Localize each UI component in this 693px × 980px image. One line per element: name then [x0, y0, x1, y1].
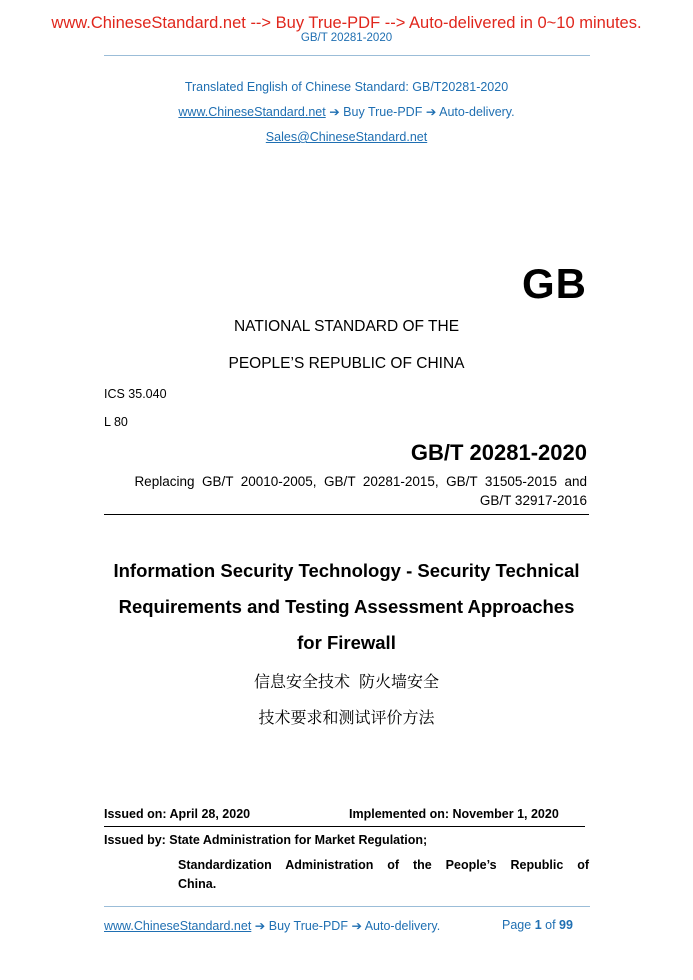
intro-site-link[interactable]: www.ChineseStandard.net [178, 105, 326, 119]
national-line-1: NATIONAL STANDARD OF THE [233, 318, 460, 335]
title-line-3: for Firewall [297, 632, 396, 653]
footer-divider [104, 906, 590, 907]
implemented-on: Implemented on: November 1, 2020 [349, 807, 559, 821]
replacing-line-1: Replacing GB/T 20010-2005, GB/T 20281-2015, GB/T 31505-2015 and [134, 474, 587, 489]
translated-line: Translated English of Chinese Standard: GB/T20281-2020 [184, 80, 509, 94]
arrow-right-icon: ➔ [351, 918, 362, 933]
arrow-right-icon: ➔ [425, 104, 437, 119]
footer-buy-text: Buy True-PDF [268, 919, 348, 933]
intro-buy-text: Buy True-PDF [343, 105, 423, 119]
issue-divider [104, 826, 585, 827]
issued-by-line-2: Standardization Administration of the People’s Republic of [178, 858, 589, 872]
page-total: 99 [559, 918, 573, 932]
page-number: 1 [534, 918, 542, 932]
page-indicator [502, 918, 573, 932]
header-divider [104, 55, 590, 56]
arrow-right-icon: ➔ [329, 104, 340, 119]
title-line-2: Requirements and Testing Assessment Approaches [118, 596, 575, 617]
arrow-right-icon: ➔ [254, 918, 266, 933]
national-line-2: PEOPLE’S REPUBLIC OF CHINA [228, 355, 465, 372]
l-code: L 80 [104, 415, 128, 429]
intro-auto-text: Auto-delivery. [439, 105, 515, 119]
issued-by-line-3: China. [178, 877, 217, 891]
standard-number: GB/T 20281-2020 [410, 440, 587, 465]
issued-on: Issued on: April 28, 2020 [104, 807, 251, 821]
header-standard-code: GB/T 20281-2020 [300, 32, 393, 44]
gb-mark: GB [522, 260, 587, 307]
title-line-1: Information Security Technology - Security Technical [113, 560, 580, 581]
issued-by: Issued by: State Administration for Market Regulation; [104, 833, 428, 847]
chinese-title-line-2: 技术要求和测试评价方法 [258, 710, 435, 727]
title-divider [104, 514, 589, 515]
email-line [0, 130, 693, 144]
intro-site-line [0, 104, 693, 119]
replacing-line-2: GB/T 32917-2016 [479, 493, 587, 508]
email-link[interactable]: Sales@ChineseStandard.net [265, 130, 428, 144]
footer-site-line [104, 918, 440, 933]
ics-code: ICS 35.040 [104, 387, 167, 401]
chinese-title-line-1: 信息安全技术 防火墙安全 [254, 674, 439, 691]
page-label: Page [502, 918, 532, 932]
footer-site-link[interactable]: www.ChineseStandard.net [104, 919, 252, 933]
footer-auto-text: Auto-delivery. [364, 919, 441, 933]
top-banner[interactable]: www.ChineseStandard.net --> Buy True-PDF --> Auto-delivered in 0~10 minutes. [51, 14, 642, 32]
of-label: of [545, 918, 556, 932]
